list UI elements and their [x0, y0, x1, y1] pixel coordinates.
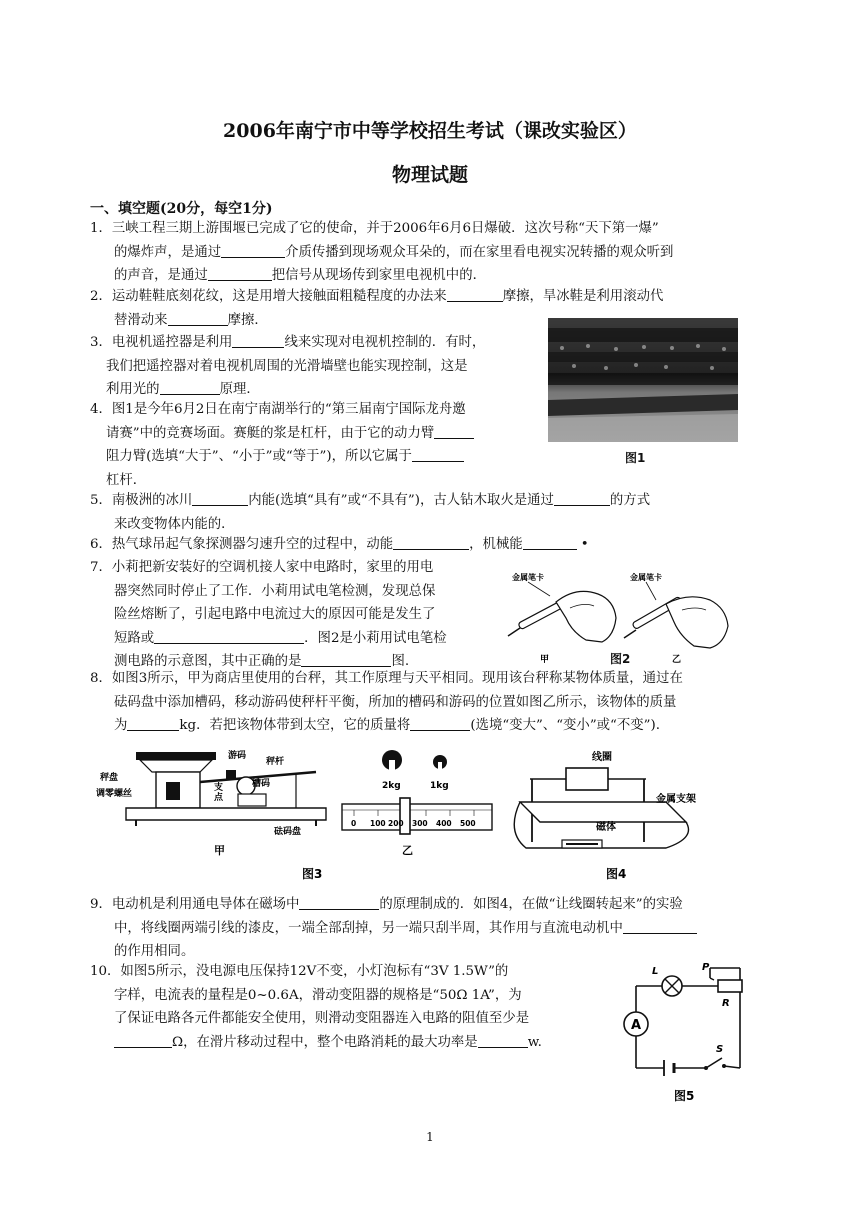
scale-tick-300: 300 [412, 819, 428, 828]
figure-2-label-b: 乙 [672, 655, 682, 665]
q4-line1: 4．图1是今年6月2日在南宁南湖举行的“第三届南宁国际龙舟邀 [90, 402, 466, 417]
q10-blank-1[interactable] [114, 1032, 172, 1048]
figure-5-caption: 图5 [674, 1089, 695, 1103]
scale-tick-400: 400 [436, 819, 452, 828]
figure-5-circuit [622, 958, 752, 1106]
q1-line2: 的爆炸声，是通过 介质传播到现场观众耳朵的，而在家里看电视实况转播的观众听到 [90, 241, 673, 265]
q9-line2: 中，将线圈两端引线的漆皮，一端全部刮掉，另一端只刮半周，其作用与直流电动机中 [90, 917, 697, 941]
pen-clip-label-b: 金属笔卡 [630, 573, 662, 582]
figure-2-label-a: 甲 [540, 655, 550, 665]
q5-blank-2[interactable] [554, 490, 610, 506]
q5-line2: 来改变物体内能的． [114, 516, 235, 532]
label-zero-screw: 调零螺丝 [96, 789, 133, 799]
q9-blank-2[interactable] [623, 918, 697, 934]
q3-line2: 我们把遥控器对着电视机周围的光滑墙壁也能实现控制，这是 [106, 358, 468, 374]
ammeter-symbol [624, 1012, 648, 1036]
q4-line4: 杠杆． [106, 472, 147, 488]
q4-line2: 请赛”中的竞赛场面。赛艇的浆是杠杆，由于它的动力臂 [90, 422, 474, 446]
question-10 [90, 960, 542, 1054]
figure-3-and-4 [96, 742, 696, 888]
q2-blank-2[interactable] [168, 310, 228, 326]
q1-blank-2[interactable] [208, 265, 272, 281]
question-3 [90, 331, 485, 402]
q3-line3: 利用光的 原理． [90, 378, 485, 402]
section-heading: 一、填空题(20分，每空1分) [90, 201, 273, 217]
q2-line1: 2．运动鞋鞋底刻花纹，这是用增大接触面粗糙程度的办法来 摩擦，旱冰鞋是利用滚动代 [90, 285, 663, 309]
q7-line3: 险丝熔断了，引起电路中电流过大的原因可能是发生了 [114, 607, 436, 622]
battery-symbol [664, 1060, 674, 1076]
label-coil: 线圈 [592, 752, 612, 763]
label-P: P [702, 962, 710, 973]
label-magnet: 磁体 [596, 822, 616, 833]
q1-line3: 的声音，是通过 把信号从现场传到家里电视机中的． [90, 264, 673, 288]
q10-line4: Ω，在滑片移动过程中，整个电路消耗的最大功率是 w. [90, 1031, 542, 1055]
label-metal-support: 金属支架 [656, 794, 696, 805]
slot-weights [382, 750, 447, 772]
figure-1-photo [548, 318, 738, 442]
platform-scale [126, 752, 326, 826]
scale-tick-0: 0 [351, 819, 357, 828]
label-R: R [722, 998, 730, 1009]
question-1 [90, 217, 673, 288]
circuit-diagram [622, 958, 752, 1106]
q8-blank-2[interactable] [410, 715, 470, 731]
label-pan: 秤盘 [100, 773, 119, 783]
svg-text:A: A [631, 1018, 642, 1033]
q10-line2: 字样，电流表的量程是0~0.6A，滑动变阻器的规格是“50Ω 1A”，为 [114, 987, 522, 1003]
q8-line1: 8．如图3所示，甲为商店里使用的台秤，其工作原理与天平相同。现用该台秤称某物体质量，通过在 [90, 671, 683, 686]
q4-line3: 阻力臂(选填“大于”、“小于”或“等于”)，所以它属于 [90, 445, 474, 469]
question-9 [90, 893, 697, 964]
q7-blank-1[interactable] [154, 628, 304, 644]
q4-blank-1[interactable] [434, 423, 474, 439]
q9-blank-1[interactable] [299, 894, 379, 910]
figure-3-label-a: 甲 [214, 844, 225, 857]
q2-line2: 替滑动来 摩擦． [90, 309, 663, 333]
figure-1-caption: 图1 [625, 451, 646, 465]
scale-tick-100: 100 [370, 819, 386, 828]
question-8 [90, 667, 683, 738]
q2-blank-1[interactable] [447, 286, 503, 302]
pen-clip-label-a: 金属笔卡 [512, 573, 544, 582]
dragon-boat-race-photo [548, 318, 738, 442]
q3-blank-1[interactable] [232, 332, 284, 348]
label-weight-pan: 砝码盘 [274, 827, 302, 837]
label-L: L [652, 966, 659, 977]
q6-blank-1[interactable] [393, 534, 469, 550]
q9-line3: 的作用相同。 [114, 944, 195, 959]
q8-line2: 砝码盘中添加槽码，移动游码使秤杆平衡，所加的槽码和游码的位置如图乙所示，该物体的质量 [114, 694, 677, 710]
q7-line4: 短路或 ．图2是小莉用试电笔检 [90, 627, 447, 651]
scale-and-motor-diagram [96, 742, 696, 888]
page-number: 1 [426, 1130, 434, 1144]
exam-subtitle: 物理试题 [391, 164, 468, 186]
rheostat-symbol [718, 980, 742, 992]
exam-title: 2006年南宁市中等学校招生考试（课改实验区） [223, 120, 637, 142]
label-rider: 游码 [228, 751, 247, 761]
label-S: S [716, 1044, 724, 1055]
question-7 [90, 556, 447, 674]
q3-line1: 3．电视机遥控器是利用 线来实现对电视机控制的．有时， [90, 331, 485, 355]
question-5 [90, 489, 650, 536]
q10-blank-2[interactable] [478, 1032, 528, 1048]
q10-line3: 了保证电路各元件都能安全使用，则滑动变阻器连入电路的阻值至少是 [114, 1011, 530, 1026]
q5-line1: 5．南极洲的冰川 内能(选填“具有”或“不具有”)，古人钻木取火是通过 的方式 [90, 489, 650, 513]
weight-1kg: 1kg [430, 781, 449, 791]
q7-line1: 7．小莉把新安装好的空调机接人家中电路时，家里的用电 [90, 560, 434, 575]
q8-line3: 为 kg．若把该物体带到太空，它的质量将 (选境“变大”、“变小”或“不变”). [90, 714, 683, 738]
q7-blank-2[interactable] [301, 651, 391, 667]
figure-2-caption: 图2 [610, 652, 631, 666]
lamp-symbol [662, 976, 682, 996]
q9-line1: 9．电动机是利用通电导体在磁场中 的原理制成的．如图4，在做“让线圈转起来”的实验 [90, 893, 697, 917]
q1-line1: 1．三峡工程三期上游围堰已完成了它的使命，并于2006年6月6日爆破．这次号称“天下第一爆” [90, 221, 659, 236]
q7-line2: 器突然同时停止了工作．小莉用试电笔检测，发现总保 [114, 583, 436, 599]
coil-motor-apparatus [514, 768, 688, 848]
q4-blank-2[interactable] [412, 446, 464, 462]
figure-3-label-b: 乙 [402, 844, 413, 857]
question-6: 6．热气球吊起气象探测器匀速升空的过程中，动能 ，机械能 • [90, 533, 589, 557]
label-slot-weight: 槽码 [252, 779, 271, 789]
label-beam: 秤杆 [266, 757, 285, 767]
hand-a [556, 591, 616, 642]
q6-blank-2[interactable] [523, 534, 577, 550]
q3-blank-2[interactable] [160, 379, 220, 395]
q7-line5: 测电路的示意图，其中正确的是 图. [90, 650, 447, 674]
hand-b [666, 597, 728, 648]
scale-tick-200: 200 [388, 819, 404, 828]
q8-blank-1[interactable] [127, 715, 179, 731]
scale-tick-500: 500 [460, 819, 476, 828]
rider-scale-bar [342, 798, 492, 834]
label-pivot-1: 支 [214, 783, 224, 793]
q10-line1: 10．如图5所示，没电源电压保持12V不变，小灯泡标有“3V 1.5W”的 [90, 964, 509, 979]
figure-4-caption: 图4 [606, 867, 627, 881]
question-4 [90, 398, 474, 492]
label-pivot-2: 点 [214, 793, 224, 803]
weight-2kg: 2kg [382, 781, 401, 791]
figure-3-caption: 图3 [302, 867, 323, 881]
q5-blank-1[interactable] [192, 490, 248, 506]
q1-blank-1[interactable] [221, 242, 285, 258]
